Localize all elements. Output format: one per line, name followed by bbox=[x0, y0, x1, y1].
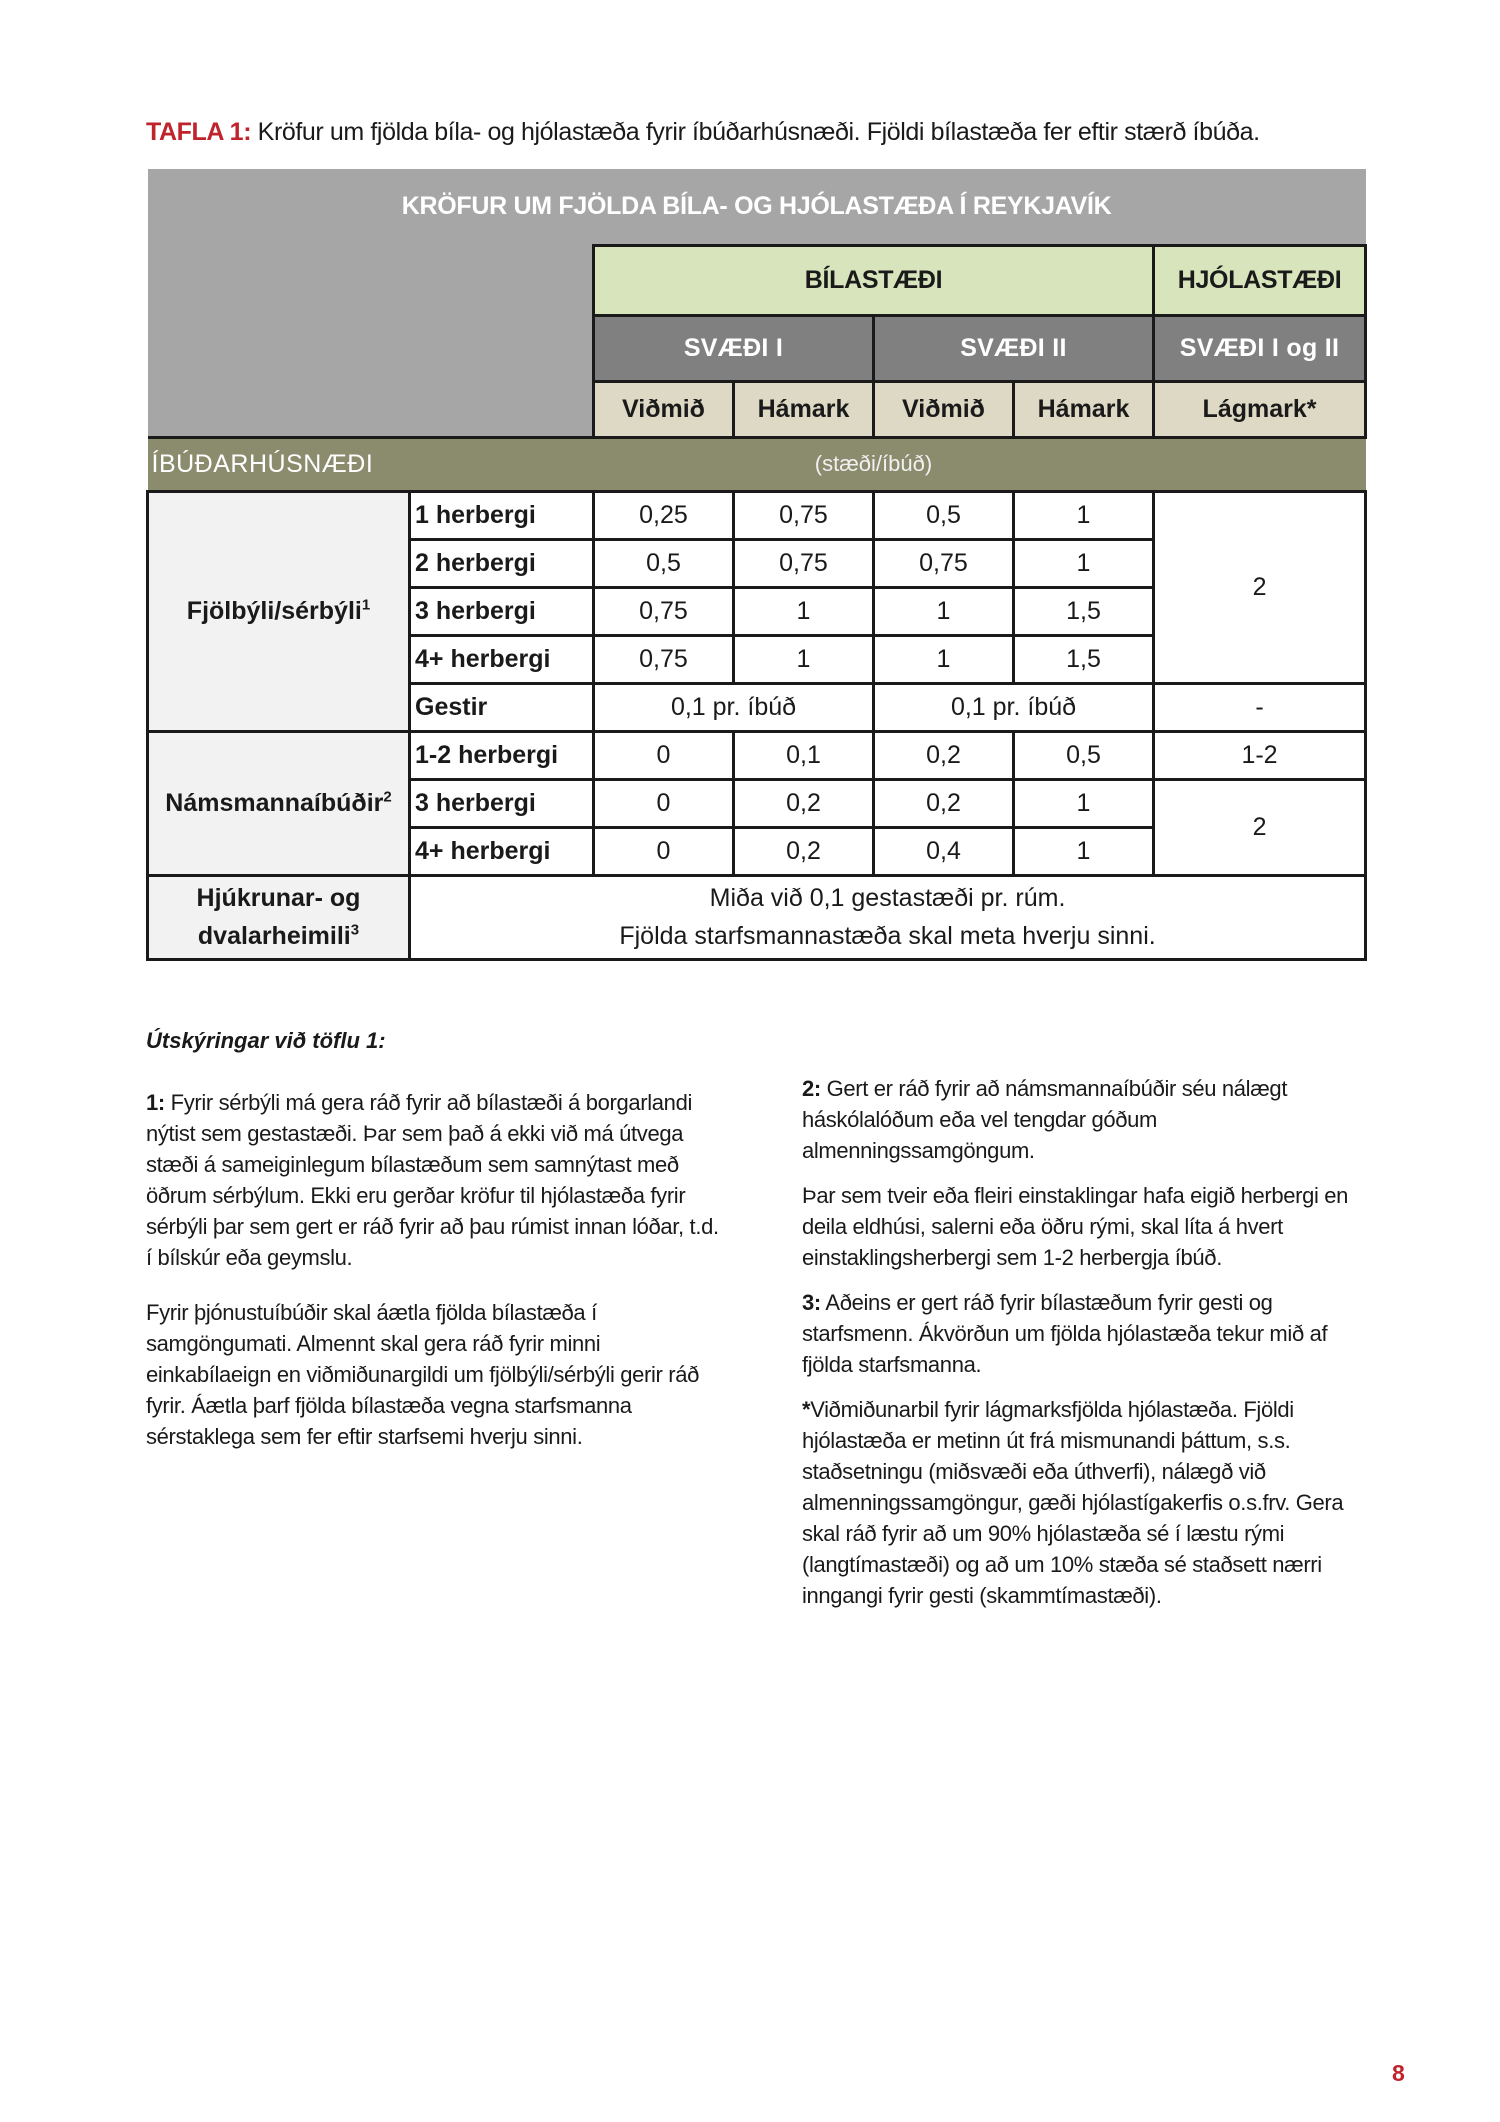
value-cell: 0,5 bbox=[1014, 731, 1154, 779]
page-number: 8 bbox=[1392, 2060, 1405, 2086]
table-caption-label: TAFLA 1: bbox=[146, 118, 252, 146]
guest-zone-2-value: 0,1 pr. íbúð bbox=[874, 683, 1154, 731]
zone-1-header: SVÆÐI I bbox=[594, 315, 874, 381]
row-label: Gestir bbox=[410, 683, 594, 731]
row-label: 1-2 herbergi bbox=[410, 731, 594, 779]
table-title: KRÖFUR UM FJÖLDA BÍLA- OG HJÓLASTÆÐA Í REYKJAVÍK bbox=[148, 169, 1366, 245]
value-cell: 1 bbox=[734, 587, 874, 635]
value-cell: 0,2 bbox=[734, 779, 874, 827]
value-cell: 0,75 bbox=[874, 539, 1014, 587]
notes-title: Útskýringar við töflu 1: bbox=[146, 1028, 386, 1053]
value-cell: 0,5 bbox=[594, 539, 734, 587]
bike-value-student-1-2: 1-2 bbox=[1154, 731, 1366, 779]
table-row bbox=[148, 491, 1366, 539]
guest-bike-value: - bbox=[1154, 683, 1366, 731]
zone-2-header: SVÆÐI II bbox=[874, 315, 1154, 381]
parking-requirements-table bbox=[146, 169, 1367, 961]
value-cell: 1 bbox=[734, 635, 874, 683]
value-cell: 0,2 bbox=[874, 779, 1014, 827]
value-cell: 0 bbox=[594, 827, 734, 875]
section-unit: (stæði/íbúð) bbox=[594, 437, 1154, 491]
value-cell: 0,4 bbox=[874, 827, 1014, 875]
value-cell: 0,1 bbox=[734, 731, 874, 779]
value-cell: 0,75 bbox=[734, 539, 874, 587]
value-cell: 1 bbox=[1014, 539, 1154, 587]
value-cell: 1 bbox=[874, 587, 1014, 635]
value-cell: 0,75 bbox=[594, 587, 734, 635]
zone-2-max-header: Hámark bbox=[1014, 381, 1154, 437]
car-parking-header: BÍLASTÆÐI bbox=[594, 245, 1154, 315]
value-cell: 1 bbox=[1014, 491, 1154, 539]
table-caption-text: Kröfur um fjölda bíla- og hjólastæða fyrir íbúðarhúsnæði. Fjöldi bílastæða fer eftir stærð íbúða. bbox=[251, 118, 1260, 146]
value-cell: 0,2 bbox=[874, 731, 1014, 779]
bike-min-header: Lágmark* bbox=[1154, 381, 1366, 437]
row-label: 1 herbergi bbox=[410, 491, 594, 539]
value-cell: 0,2 bbox=[734, 827, 874, 875]
value-cell: 1 bbox=[1014, 779, 1154, 827]
row-label: 3 herbergi bbox=[410, 587, 594, 635]
table-row bbox=[148, 731, 1366, 779]
bike-value-student: 2 bbox=[1154, 779, 1366, 875]
group-label-nursing-homes: Hjúkrunar- og dvalarheimili$^3$ bbox=[148, 875, 410, 959]
note-3: 3: Aðeins er gert ráð fyrir bílastæðum fyrir gesti og starfsmenn. Ákvörðun um fjölda hjólastæða tekur mið af fjölda starfsmanna. bbox=[802, 1290, 1328, 1377]
value-cell: 0 bbox=[594, 731, 734, 779]
value-cell: 1,5 bbox=[1014, 635, 1154, 683]
zone-1-max-header: Hámark bbox=[734, 381, 874, 437]
value-cell: 1,5 bbox=[1014, 587, 1154, 635]
row-label: 3 herbergi bbox=[410, 779, 594, 827]
nursing-homes-note: Miða við 0,1 gestastæði pr. rúm. Fjölda starfsmannastæða skal meta hverju sinni. bbox=[410, 875, 1366, 959]
section-label: ÍBÚÐARHÚSNÆÐI bbox=[148, 437, 594, 491]
header-blank bbox=[148, 245, 594, 437]
group-label-student-housing: Námsmannaíbúðir$^2$ bbox=[148, 731, 410, 875]
notes-right-column bbox=[802, 1073, 1362, 1625]
row-label: 2 herbergi bbox=[410, 539, 594, 587]
bike-value-apartments: 2 bbox=[1154, 491, 1366, 683]
value-cell: 0,75 bbox=[594, 635, 734, 683]
zone-2-reference-header: Viðmið bbox=[874, 381, 1014, 437]
note-1: 1: Fyrir sérbýli má gera ráð fyrir að bílastæði á borgarlandi nýtist sem gestastæði. Þar sem það á ekki við má útvega stæði á sameiginlegum bílastæðum sem samnýtast með öðrum sérbýlum. Ekki eru gerðar kröfur til hjólastæða fyrir sérbýli þar sem gert er ráð fyrir að þau rúmist innan lóðar, t.d. í bílskúr eða geymslu. bbox=[146, 1090, 719, 1270]
value-cell: 0,75 bbox=[734, 491, 874, 539]
group-label-apartments: Fjölbýli/sérbýli$^1$ bbox=[148, 491, 410, 731]
value-cell: 1 bbox=[1014, 827, 1154, 875]
section-blank bbox=[1154, 437, 1366, 491]
table-caption bbox=[146, 118, 1260, 147]
guest-zone-1-value: 0,1 pr. íbúð bbox=[594, 683, 874, 731]
note-asterisk: *Viðmiðunarbil fyrir lágmarksfjölda hjólastæða. Fjöldi hjólastæða er metinn út frá mismunandi þáttum, s.s. staðsetningu (miðsvæði eða úthverfi), nálægð við almenningssamgöngur, gæði hjólastígakerfis o.s.frv. Gera skal ráð fyrir að um 90% hjólastæða sé í læstu rými (langtímastæði) og að um 10% stæða sé staðsett nærri inngangi fyrir gesti (skammtímastæði). bbox=[802, 1397, 1344, 1608]
row-label: 4+ herbergi bbox=[410, 827, 594, 875]
note-1-services: Fyrir þjónustuíbúðir skal áætla fjölda bílastæða í samgöngumati. Almennt skal gera ráð fyrir minni einkabílaeign en viðmiðunargildi um fjölbýli/sérbýli gerir ráð fyrir. Áætla þarf fjölda bílastæða vegna starfsmanna sérstaklega sem fer eftir starfsemi hverju sinni. bbox=[146, 1300, 700, 1449]
zone-both-header: SVÆÐI I og II bbox=[1154, 315, 1366, 381]
table-row bbox=[148, 875, 1366, 959]
value-cell: 0,25 bbox=[594, 491, 734, 539]
value-cell: 0,5 bbox=[874, 491, 1014, 539]
value-cell: 1 bbox=[874, 635, 1014, 683]
notes-left-column bbox=[146, 1087, 726, 1476]
note-2: 2: Gert er ráð fyrir að námsmannaíbúðir séu nálægt háskólalóðum eða vel tengdar góðum almenningssamgöngum. bbox=[802, 1076, 1288, 1163]
note-2-shared: Þar sem tveir eða fleiri einstaklingar hafa eigið herbergi en deila eldhúsi, salerni eða öðru rými, skal líta á hvert einstaklingsherbergi sem 1-2 herbergja íbúð. bbox=[802, 1183, 1349, 1270]
zone-1-reference-header: Viðmið bbox=[594, 381, 734, 437]
row-label: 4+ herbergi bbox=[410, 635, 594, 683]
bike-parking-header: HJÓLASTÆÐI bbox=[1154, 245, 1366, 315]
value-cell: 0 bbox=[594, 779, 734, 827]
